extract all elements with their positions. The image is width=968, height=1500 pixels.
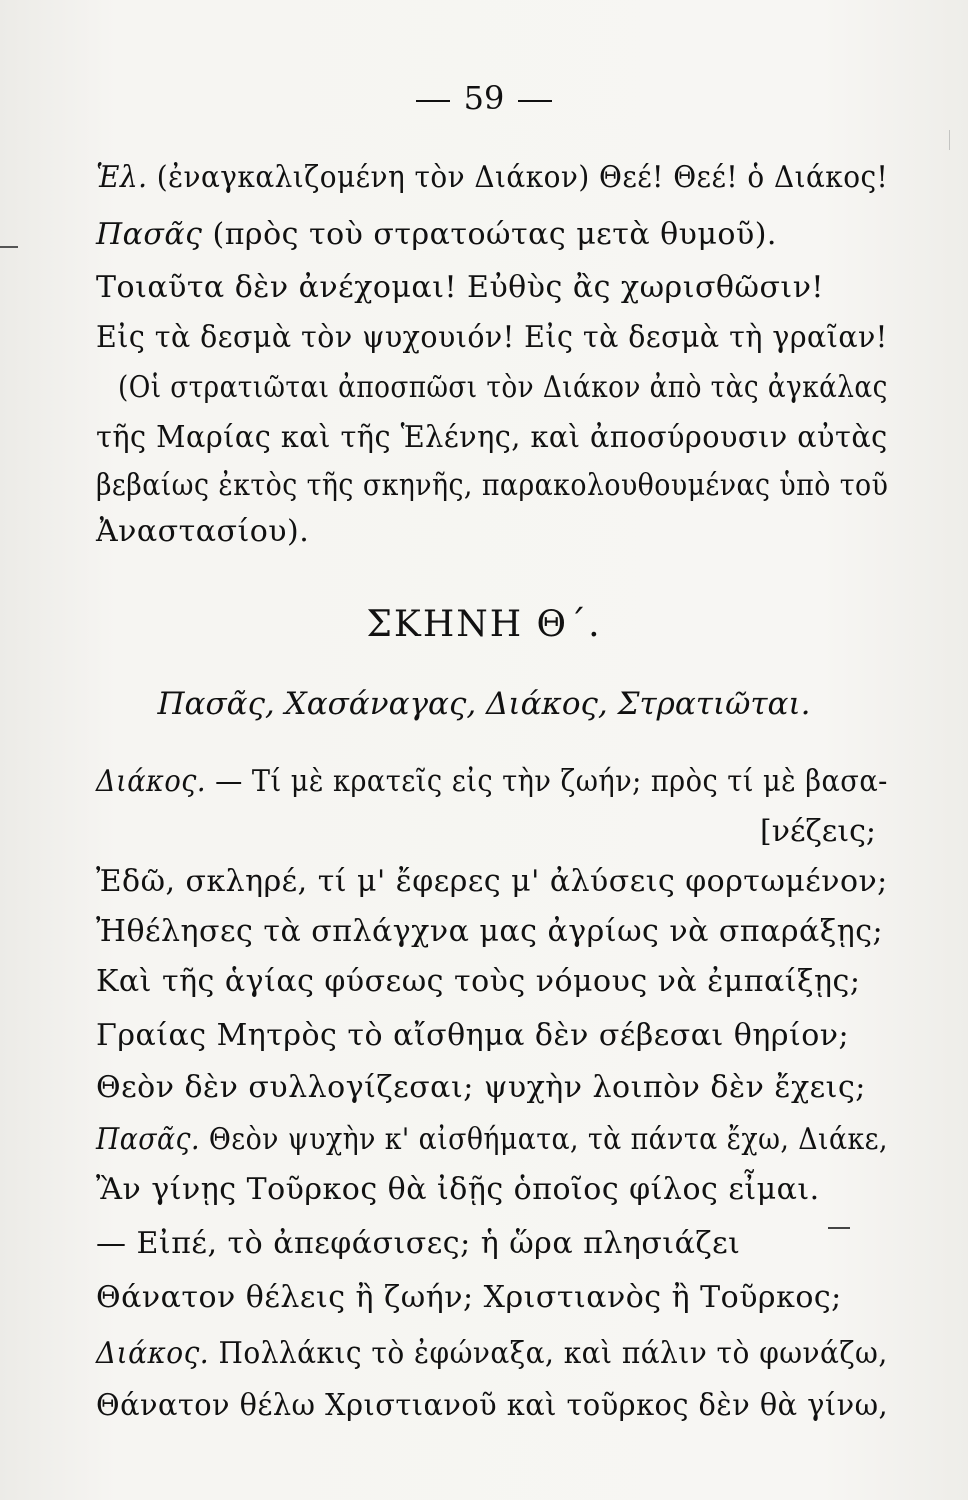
stage-direction-line-2 (96, 418, 888, 458)
dialogue-line-1 (96, 158, 888, 198)
speaker-name: Πασᾶς (96, 217, 203, 252)
dialogue-line-4 (96, 318, 888, 358)
verse-line-11 (96, 1334, 888, 1374)
line-text: βεβαίως ἐκτὸς τῆς σκηνῆς, παρακολουθουμένας ὑπὸ τοῦ (96, 468, 889, 503)
speaker-name: Διάκος. (96, 764, 206, 799)
line-text: (ἐναγκαλιζομένη τὸν Διάκον) Θεέ! Θεέ! ὁ Διάκος! (156, 160, 889, 195)
line-text: Ἀναστασίου). (96, 514, 310, 549)
line-text: Ἐδῶ, σκληρέ, τί μ' ἔφερες μ' ἀλύσεις φορτωμένον; (96, 864, 888, 899)
line-text: Καὶ τῆς ἁγίας φύσεως τοὺς νόμους νὰ ἐμπαίξῃς; (96, 964, 861, 999)
stage-direction-line-3 (96, 466, 888, 506)
line-text: Γραίας Μητρὸς τὸ αἴσθημα δὲν σέβεσαι θηρίον; (96, 1018, 850, 1053)
line-text: Τοιαῦτα δὲν ἀνέχομαι! Εὐθὺς ἂς χωρισθῶσιν! (96, 270, 824, 305)
verse-line-4 (96, 962, 860, 1002)
speaker-name: Ἑλ. (96, 160, 148, 195)
line-text: (Οἱ στρατιῶται ἀποσπῶσι τὸν Διάκον ἀπὸ τὰς ἀγκάλας (118, 370, 888, 405)
verse-line-6 (96, 1068, 866, 1108)
dialogue-line-2 (96, 215, 777, 255)
line-text: Θάνατον θέλεις ἢ ζωήν; Χριστιανὸς ἢ Τοῦρκος; (96, 1280, 842, 1315)
margin-tick-mark (0, 246, 18, 248)
dash-right (518, 100, 552, 102)
verse-line-continuation: [νέζεις; (760, 814, 876, 849)
line-text: Ἠθέλησες τὰ σπλάγχνα μας ἀγρίως νὰ σπαράξῃς; (96, 914, 884, 949)
line-text: — Εἰπέ, τὸ ἀπεφάσισες; ἡ ὥρα πλησιάζει (96, 1226, 741, 1261)
stage-direction-line-4 (96, 512, 309, 552)
verse-line-1 (96, 762, 888, 802)
line-text: Θεὸν ψυχὴν κ' αἰσθήματα, τὰ πάντα ἔχω, Διάκε, (208, 1122, 888, 1157)
page-number-value: 59 (463, 79, 505, 117)
page-edge-mark (949, 130, 964, 150)
line-text: Θάνατον θέλω Χριστιανοῦ καὶ τοῦρκος δὲν θὰ γίνω, (96, 1388, 889, 1423)
speaker-name: Πασᾶς. (96, 1122, 200, 1157)
line-text: τῆς Μαρίας καὶ τῆς Ἑλένης, καὶ ἀποσύρουσιν αὐτὰς (96, 420, 888, 455)
line-text: (πρὸς τοὺ στρατοώτας μετὰ θυμοῦ). (212, 217, 777, 252)
speaker-name: Διάκος. (96, 1336, 210, 1371)
margin-tick-mark (828, 1227, 850, 1229)
verse-line-8 (96, 1170, 820, 1210)
line-text: Πολλάκις τὸ ἐφώναξα, καὶ πάλιν τὸ φωνάζω, (218, 1336, 888, 1371)
verse-line-7 (96, 1120, 888, 1160)
line-text: Εἰς τὰ δεσμὰ τὸν ψυχουιόν! Εἰς τὰ δεσμὰ τὴ γραῖαν! (96, 320, 888, 355)
cast-list: Πασᾶς, Χασάναγας, Διάκος, Στρατιῶται. (157, 686, 811, 722)
line-text: Ἂν γίνῃς Τοῦρκος θὰ ἰδῇς ὁποῖος φίλος εἶμαι. (96, 1172, 820, 1207)
verse-line-3 (96, 912, 883, 952)
verse-line-9 (96, 1224, 740, 1264)
dialogue-line-3 (96, 268, 824, 308)
verse-line-10 (96, 1278, 842, 1318)
line-text: Θεὸν δὲν συλλογίζεσαι; ψυχὴν λοιπὸν δὲν ἔχεις; (96, 1070, 866, 1105)
line-text: — Τί μὲ κρατεῖς εἰς τὴν ζωήν; πρὸς τί μὲ βασα- (215, 764, 888, 799)
page-number (0, 78, 968, 118)
verse-line-2 (96, 862, 888, 902)
stage-direction-line-1 (118, 368, 888, 408)
scene-title: ΣΚΗΝΗ Θ΄. (366, 604, 602, 645)
dash-left (416, 100, 450, 102)
verse-line-5 (96, 1016, 849, 1056)
verse-line-12 (96, 1386, 888, 1426)
